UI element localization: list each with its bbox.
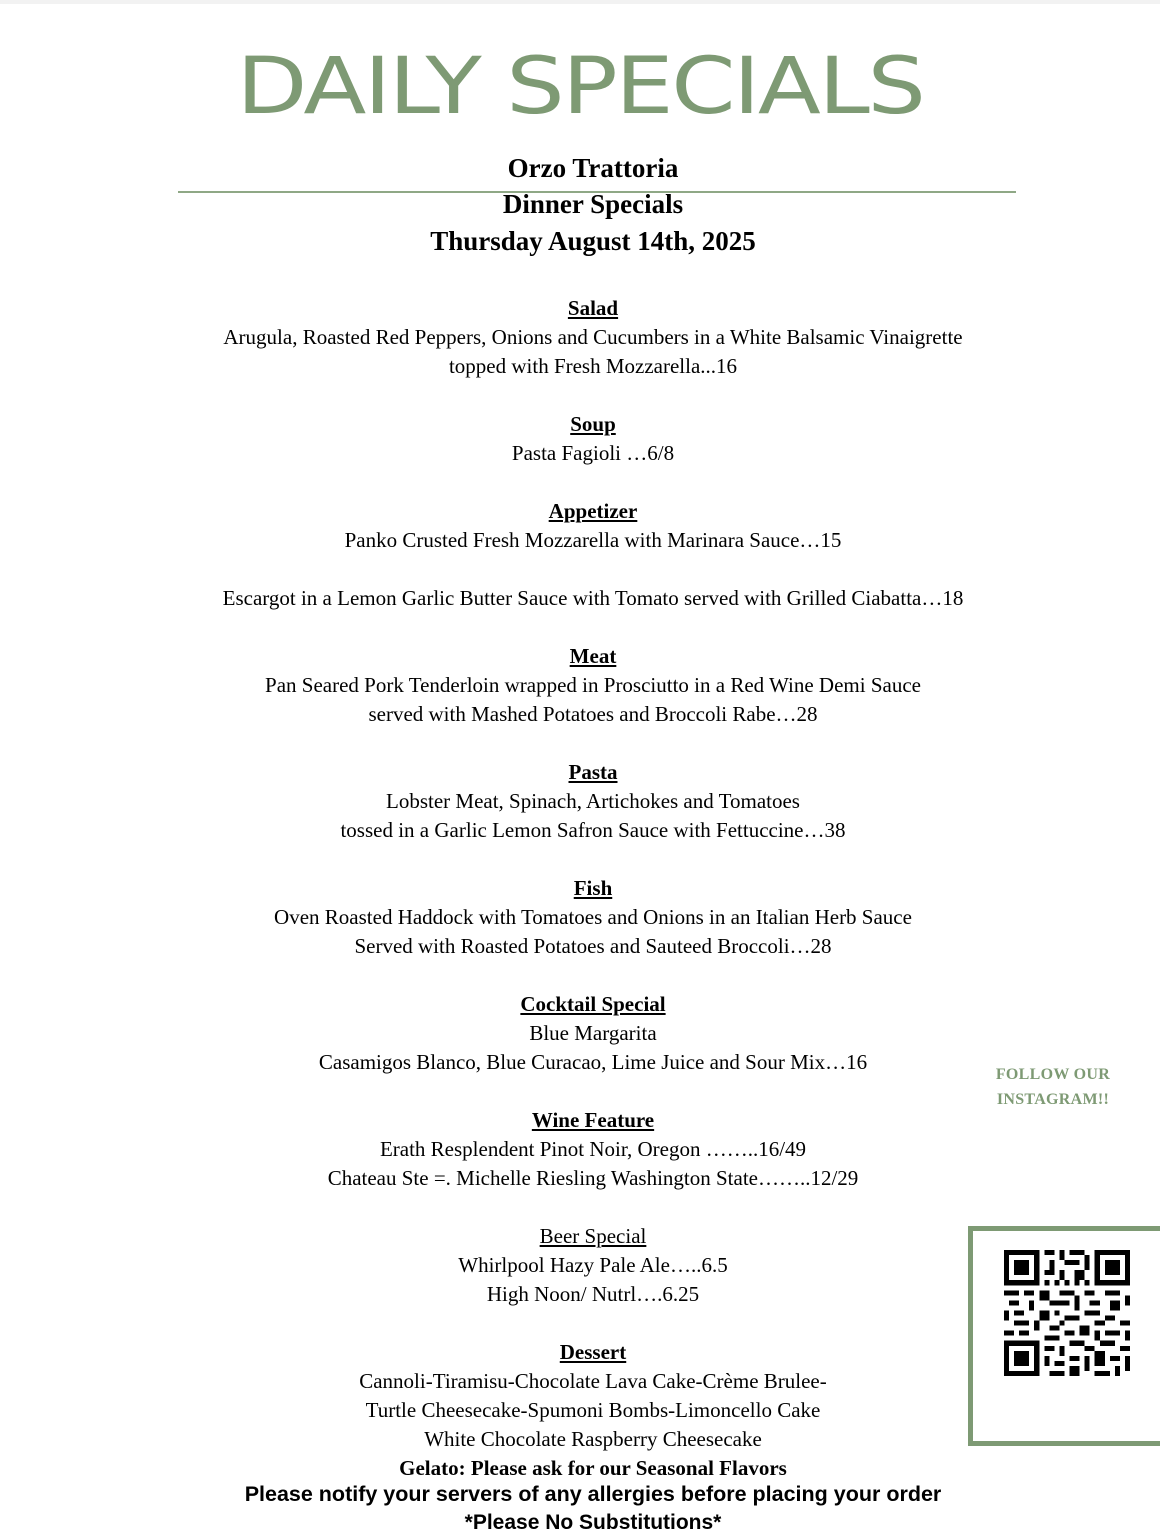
- wine-line: Erath Resplendent Pinot Noir, Oregon ……..16/49: [379, 1137, 807, 1161]
- fish-line: Served with Roasted Potatoes and Sauteed Broccoli…28: [354, 934, 832, 958]
- cocktail-line: Blue Margarita: [529, 1021, 657, 1045]
- service-title: Dinner Specials: [502, 189, 684, 219]
- section-heading-appetizer: Appetizer: [548, 499, 638, 523]
- dessert-line: Turtle Cheesecake-Spumoni Bombs-Limoncello Cake: [365, 1398, 821, 1422]
- restaurant-name: Orzo Trattoria: [507, 153, 679, 183]
- meat-line: served with Mashed Potatoes and Broccoli Rabe…28: [368, 702, 818, 726]
- salad-line: topped with Fresh Mozzarella...16: [448, 354, 738, 378]
- instagram-line: INSTAGRAM!!: [996, 1091, 1110, 1108]
- section-heading-dessert: Dessert: [559, 1340, 627, 1364]
- dessert-line: White Chocolate Raspberry Cheesecake: [424, 1427, 762, 1451]
- pasta-line: tossed in a Garlic Lemon Safron Sauce with Fettuccine…38: [340, 818, 846, 842]
- appetizer-line: Panko Crusted Fresh Mozzarella with Marinara Sauce…15: [344, 528, 842, 552]
- section-heading-pasta: Pasta: [568, 760, 618, 784]
- allergy-notice: Please notify your servers of any allergies before placing your order: [244, 1482, 942, 1506]
- section-heading-wine: Wine Feature: [531, 1108, 655, 1132]
- section-heading-meat: Meat: [569, 644, 617, 668]
- instagram-callout: [968, 1062, 1138, 1112]
- beer-line: High Noon/ Nutrl….6.25: [486, 1282, 700, 1306]
- meat-line: Pan Seared Pork Tenderloin wrapped in Prosciutto in a Red Wine Demi Sauce: [265, 673, 921, 697]
- wine-line: Chateau Ste =. Michelle Riesling Washington State……..12/29: [327, 1166, 859, 1190]
- section-heading-fish: Fish: [573, 876, 613, 900]
- menu-date: Thursday August 14th, 2025: [430, 226, 756, 256]
- gelato-line: Gelato: Please ask for our Seasonal Flavors: [399, 1456, 787, 1480]
- banner-title: DAILY SPECIALS: [236, 42, 924, 132]
- section-heading-salad: Salad: [567, 296, 619, 320]
- top-strip: [0, 0, 1160, 4]
- section-heading-beer: Beer Special: [539, 1224, 647, 1248]
- dessert-line: Cannoli-Tiramisu-Chocolate Lava Cake-Crème Brulee-: [359, 1369, 827, 1393]
- beer-line: Whirlpool Hazy Pale Ale…..6.5: [458, 1253, 728, 1277]
- section-heading-soup: Soup: [570, 412, 616, 436]
- salad-line: Arugula, Roasted Red Peppers, Onions and Cucumbers in a White Balsamic Vinaigrette: [223, 325, 963, 349]
- appetizer-line: Escargot in a Lemon Garlic Butter Sauce with Tomato served with Grilled Ciabatta…18: [222, 586, 964, 610]
- instagram-line: FOLLOW OUR: [995, 1066, 1111, 1083]
- pasta-line: Lobster Meat, Spinach, Artichokes and Tomatoes: [386, 789, 800, 813]
- cocktail-line: Casamigos Blanco, Blue Curacao, Lime Juice and Sour Mix…16: [318, 1050, 868, 1074]
- soup-line: Pasta Fagioli …6/8: [511, 441, 675, 465]
- qr-code-icon[interactable]: [1004, 1250, 1130, 1376]
- fish-line: Oven Roasted Haddock with Tomatoes and Onions in an Italian Herb Sauce: [274, 905, 912, 929]
- section-heading-cocktail: Cocktail Special: [520, 992, 666, 1016]
- substitution-notice: *Please No Substitutions*: [464, 1511, 722, 1534]
